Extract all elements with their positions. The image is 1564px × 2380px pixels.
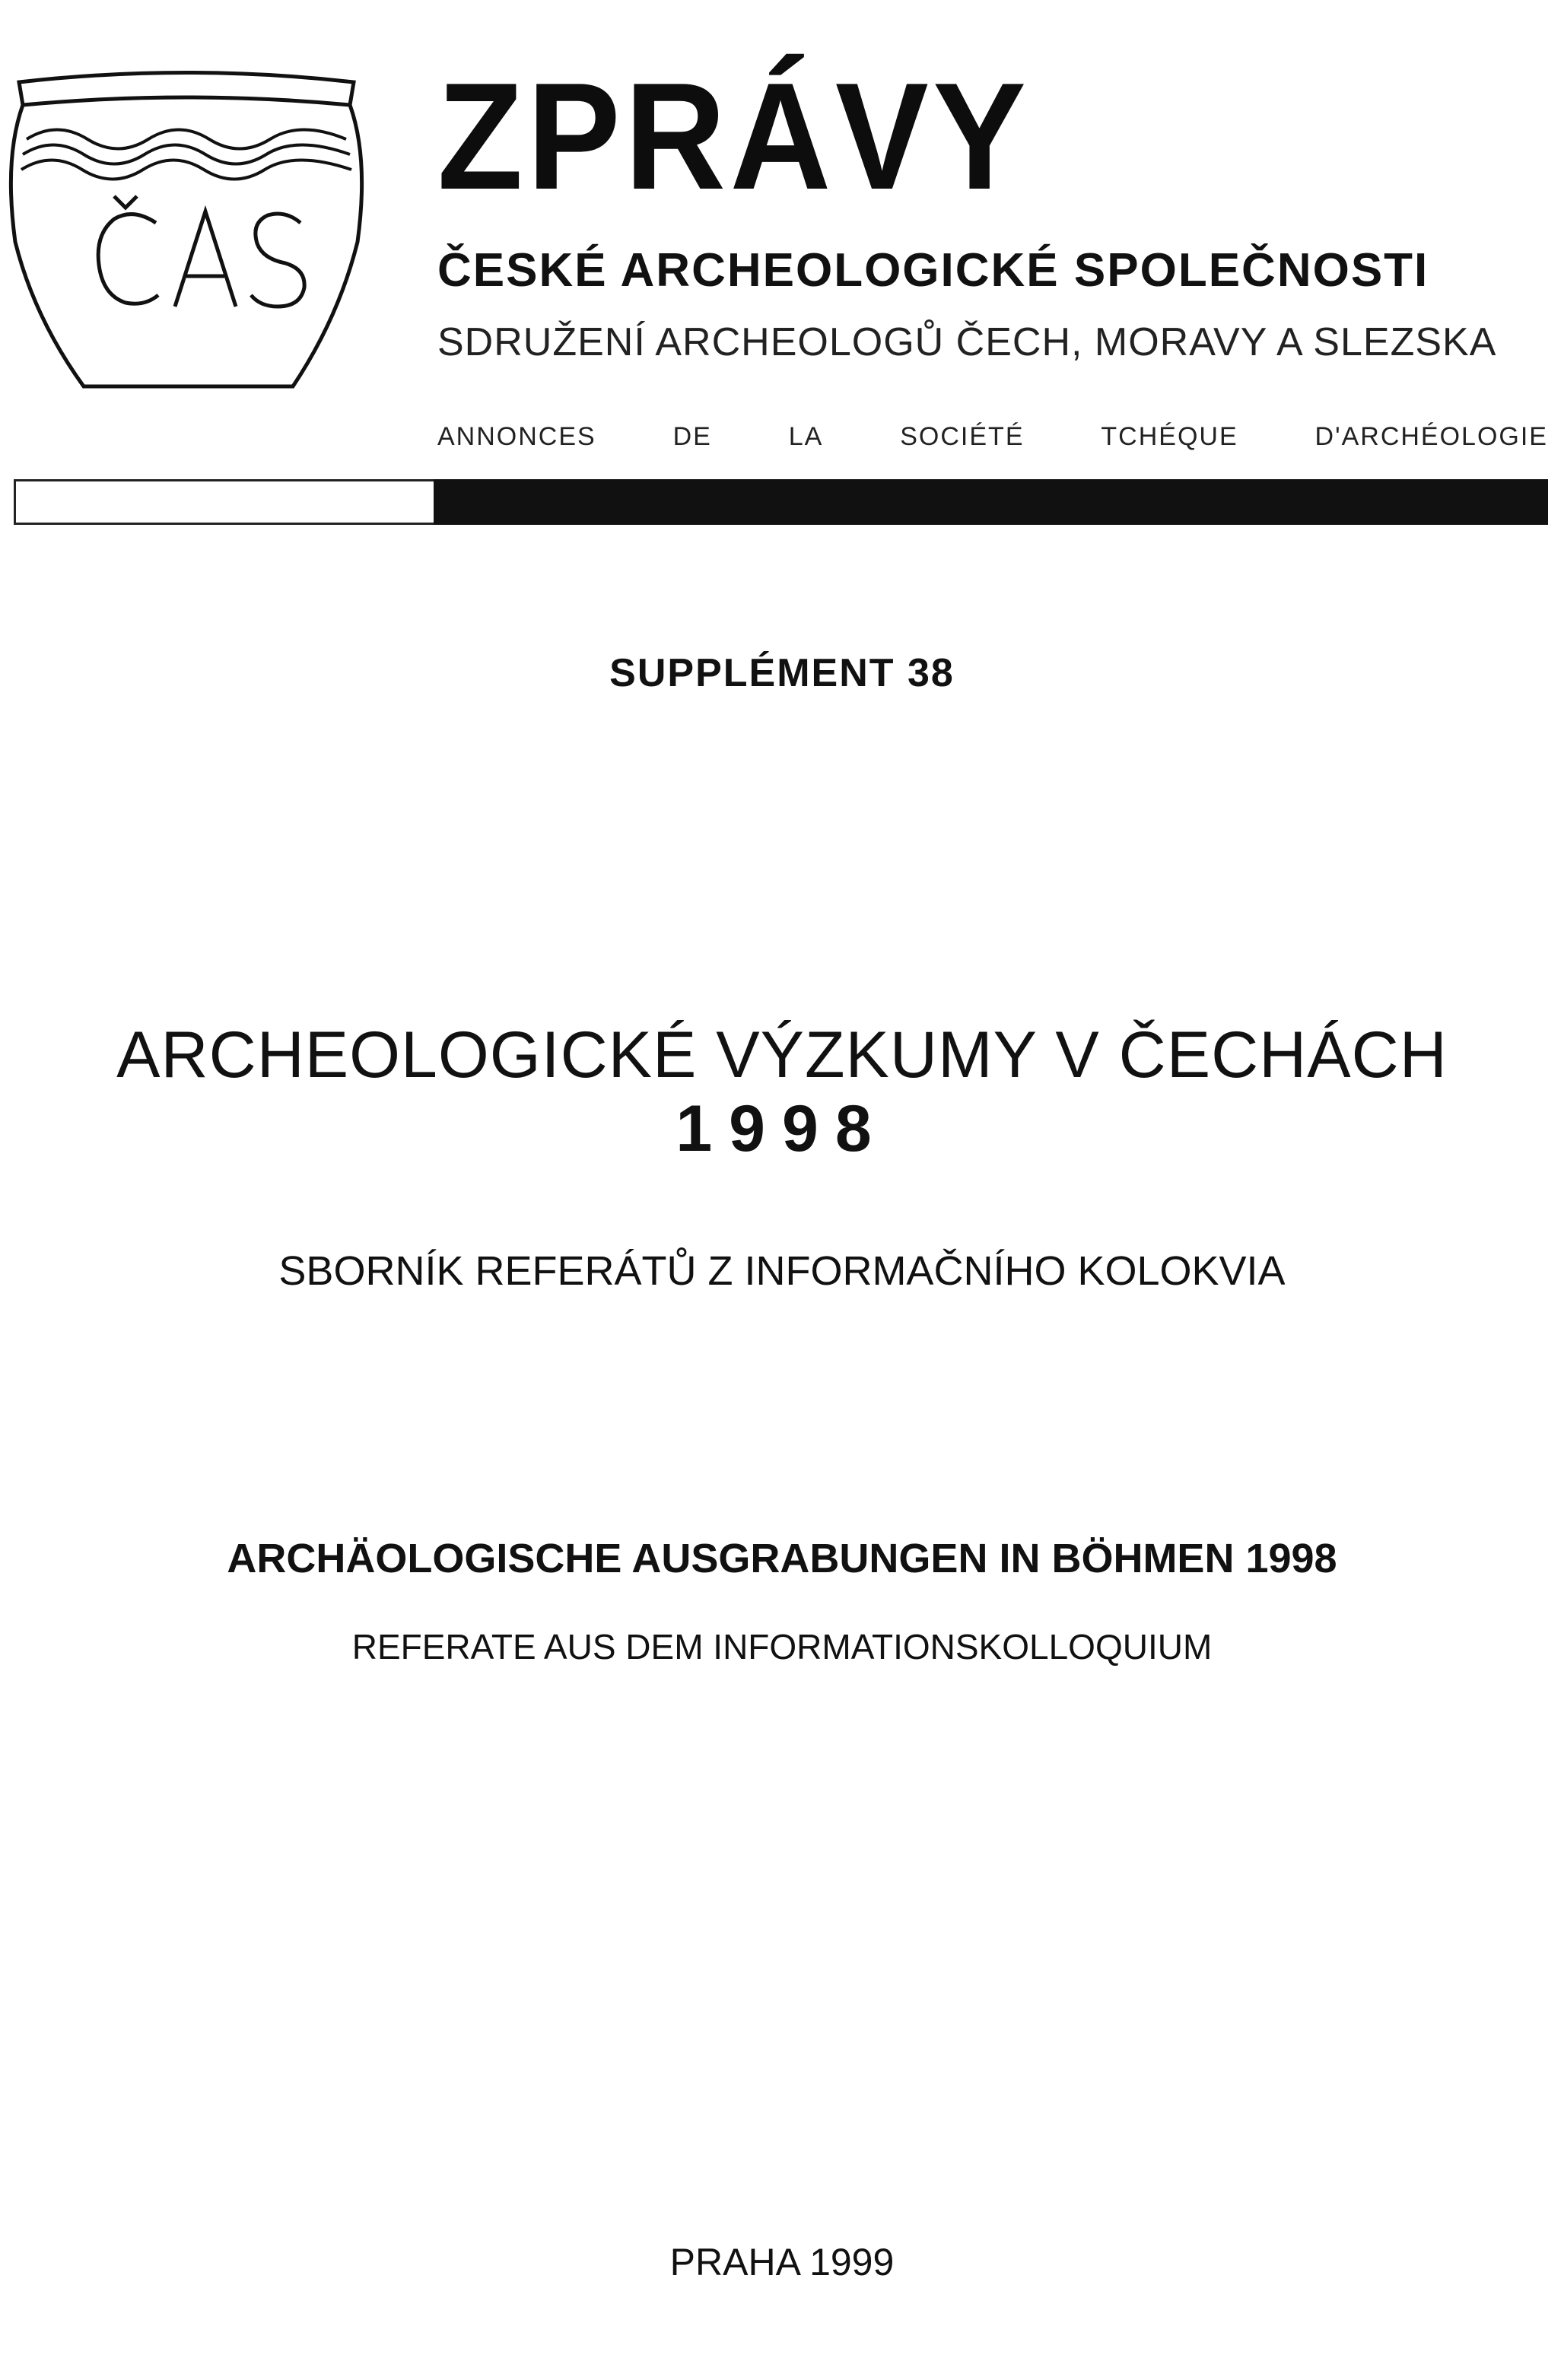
association-name: SDRUŽENÍ ARCHEOLOGŮ ČECH, MORAVY A SLEZSKA [437, 320, 1497, 364]
main-title: ARCHEOLOGICKÉ VÝZKUMY V ČECHÁCH [116, 1018, 1448, 1091]
french-word: D'ARCHÉOLOGIE [1314, 422, 1548, 451]
french-subtitle [437, 422, 1548, 452]
french-word: TCHÉQUE [1101, 422, 1238, 451]
french-word: LA [788, 422, 824, 451]
collection-subtitle: SBORNÍK REFERÁTŮ Z INFORMAČNÍHO KOLOKVIA [278, 1248, 1286, 1294]
french-word: DE [672, 422, 712, 451]
french-word: SOCIÉTÉ [900, 422, 1025, 451]
german-subtitle: REFERATE AUS DEM INFORMATIONSKOLLOQUIUM [351, 1627, 1213, 1667]
cas-pot-logo [0, 67, 373, 402]
society-name: ČESKÉ ARCHEOLOGICKÉ SPOLEČNOSTI [437, 244, 1429, 297]
imprint: PRAHA 1999 [669, 2241, 895, 2283]
main-year: 1998 [676, 1092, 888, 1165]
masthead-title: ZPRÁVY [437, 52, 1031, 221]
german-title: ARCHÄOLOGISCHE AUSGRABUNGEN IN BÖHMEN 1998 [227, 1536, 1337, 1581]
french-word: ANNONCES [437, 422, 596, 451]
header-rule-solid [434, 479, 1548, 525]
supplement-number: SUPPLÉMENT 38 [609, 651, 955, 695]
